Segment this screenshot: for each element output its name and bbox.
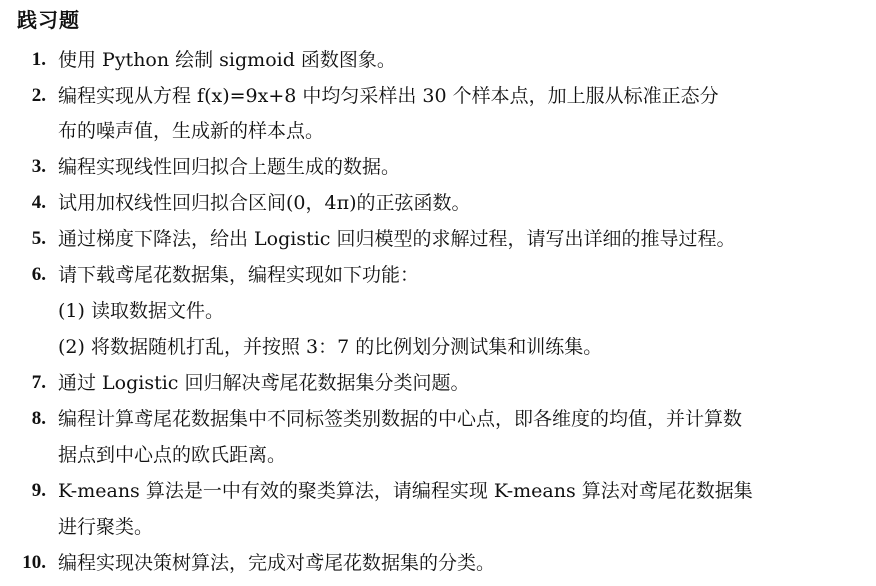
- exercise-text: 据点到中心点的欧氏距离。: [58, 444, 287, 466]
- exercise-text: 试用加权线性回归拟合区间(0，4π)的正弦函数。: [58, 192, 471, 214]
- exercise-number: 1.: [31, 49, 46, 70]
- exercise-text: 编程实现从方程 f(x)=9x+8 中均匀采样出 30 个样本点，加上服从标准正态分: [58, 85, 719, 107]
- exercise-text: 进行聚类。: [58, 516, 154, 538]
- exercise-number: 4.: [31, 192, 46, 213]
- exercise-text: 布的噪声值，生成新的样本点。: [58, 120, 325, 142]
- exercise-text: K-means 算法是一中有效的聚类算法，请编程实现 K-means 算法对鸢尾花数据集: [58, 480, 753, 502]
- exercise-text: 通过 Logistic 回归解决鸢尾花数据集分类问题。: [58, 372, 470, 394]
- exercise-number: 3.: [31, 156, 46, 177]
- exercise-text: 使用 Python 绘制 sigmoid 函数图象。: [58, 49, 396, 71]
- exercise-text: 编程实现线性回归拟合上题生成的数据。: [58, 156, 401, 178]
- exercise-number: 2.: [31, 85, 46, 106]
- exercise-number: 8.: [31, 408, 46, 429]
- exercise-text: 通过梯度下降法，给出 Logistic 回归模型的求解过程，请写出详细的推导过程。: [58, 228, 736, 250]
- exercise-subtask: (2) 将数据随机打乱，并按照 3：7 的比例划分测试集和训练集。: [58, 336, 603, 358]
- section-heading: 践习题: [17, 8, 80, 32]
- exercise-subtask: (1) 读取数据文件。: [58, 300, 224, 322]
- exercise-number: 7.: [31, 372, 46, 393]
- exercise-number: 9.: [31, 480, 46, 501]
- exercise-number: 6.: [31, 264, 46, 285]
- exercise-number: 5.: [31, 228, 46, 249]
- exercise-text: 编程实现决策树算法，完成对鸢尾花数据集的分类。: [58, 552, 496, 574]
- exercise-text: 编程计算鸢尾花数据集中不同标签类别数据的中心点，即各维度的均值，并计算数: [58, 408, 743, 430]
- exercise-text: 请下载鸢尾花数据集，编程实现如下功能：: [58, 264, 420, 286]
- exercise-number: 10.: [22, 552, 46, 573]
